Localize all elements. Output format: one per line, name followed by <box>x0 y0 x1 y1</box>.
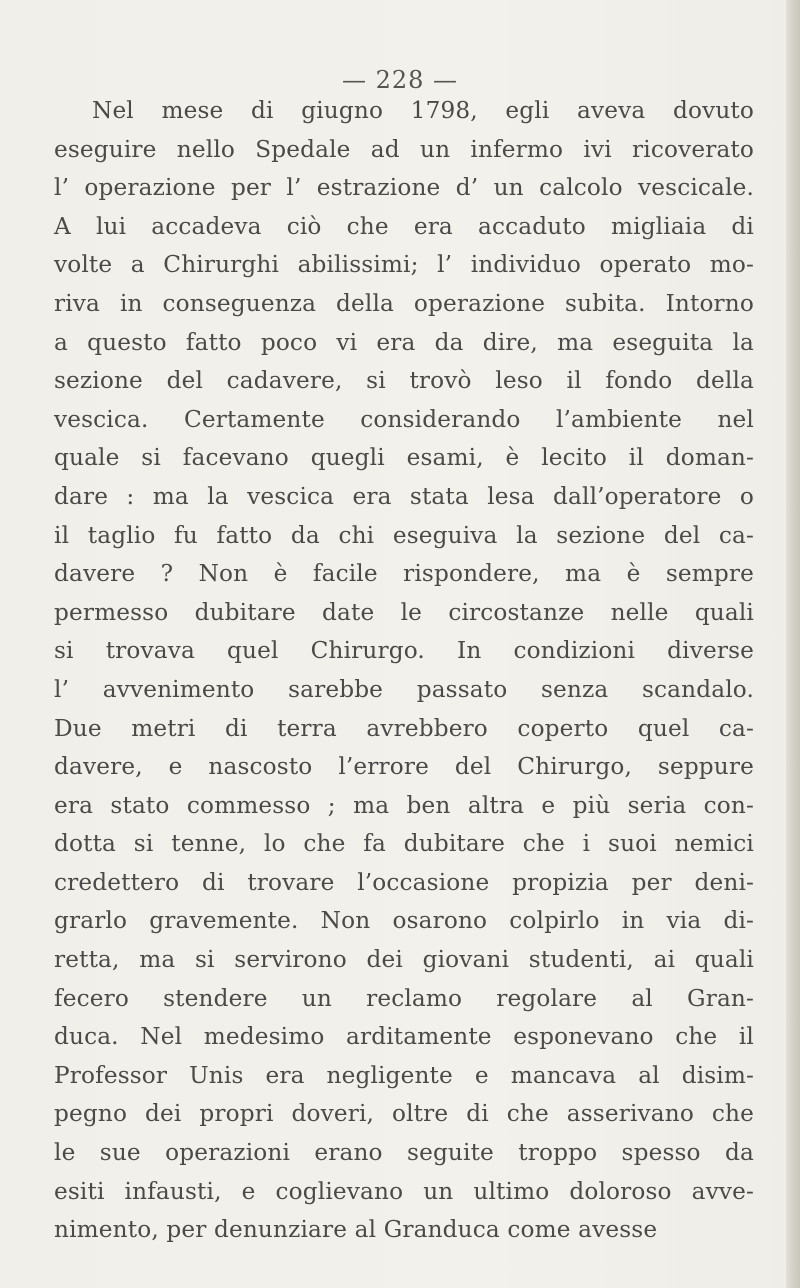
text-line: A lui accadeva ciò che era accaduto migliaia di <box>54 212 754 240</box>
text-line: a questo fatto poco vi era da dire, ma eseguita la <box>54 328 754 356</box>
text-line: l’ avvenimento sarebbe passato senza scandalo. <box>54 675 754 703</box>
text-line: vescica. Certamente considerando l’ambiente nel <box>54 405 754 433</box>
text-line: davere, e nascosto l’errore del Chirurgo, seppure <box>54 753 754 781</box>
text-line: si trovava quel Chirurgo. In condizioni diverse <box>54 637 754 665</box>
text-line: Nel mese di giugno 1798, egli aveva dovuto <box>92 97 754 124</box>
text-line: quale si facevano quegli esami, è lecito il doman- <box>54 444 754 472</box>
text-line: il taglio fu fatto da chi eseguiva la sezione del ca- <box>54 521 754 549</box>
text-line: davere ? Non è facile rispondere, ma è sempre <box>54 560 754 588</box>
text-line: eseguire nello Spedale ad un infermo ivi ricoverato <box>54 135 754 163</box>
text-line: dare : ma la vescica era stata lesa dall’operatore o <box>54 482 754 510</box>
text-line: grarlo gravemente. Non osarono colpirlo in via di- <box>54 907 754 935</box>
text-line: le sue operazioni erano seguite troppo spesso da <box>54 1139 754 1167</box>
text-line: l’ operazione per l’ estrazione d’ un calcolo vescicale. <box>54 174 754 202</box>
text-line: Due metri di terra avrebbero coperto quel ca- <box>54 714 754 742</box>
page-number-header: — 228 — <box>341 66 459 94</box>
page-edge <box>786 0 800 1288</box>
text-line: dotta si tenne, lo che fa dubitare che i suoi nemici <box>54 830 754 858</box>
text-line: duca. Nel medesimo arditamente esponevano che il <box>54 1023 754 1051</box>
text-line: Professor Unis era negligente e mancava al disim- <box>54 1061 754 1089</box>
text-line: retta, ma si servirono dei giovani studenti, ai quali <box>54 946 754 974</box>
text-line: credettero di trovare l’occasione propizia per deni- <box>54 868 754 896</box>
text-line: fecero stendere un reclamo regolare al Gran- <box>54 984 754 1012</box>
text-line: riva in conseguenza della operazione subita. Intorno <box>54 289 754 317</box>
text-line: era stato commesso ; ma ben altra e più seria con- <box>54 791 754 819</box>
text-line: nimento, per denunziare al Granduca come avesse <box>54 1216 658 1244</box>
body-text <box>54 92 754 1250</box>
text-line: sezione del cadavere, si trovò leso il fondo della <box>54 367 754 395</box>
text-line: esiti infausti, e coglievano un ultimo doloroso avve- <box>54 1177 754 1205</box>
text-line: permesso dubitare date le circostanze nelle quali <box>54 598 754 626</box>
text-line: volte a Chirurghi abilissimi; l’ individuo operato mo- <box>54 251 754 279</box>
text-line: pegno dei propri doveri, oltre di che asserivano che <box>54 1100 754 1128</box>
